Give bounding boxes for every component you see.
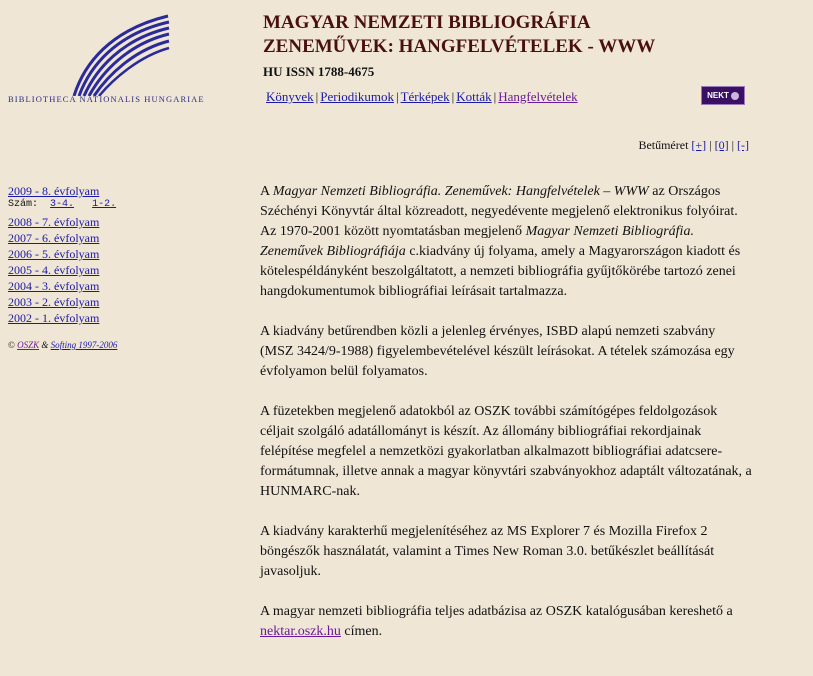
copyright-symbol: ©	[8, 340, 15, 350]
nektar-button[interactable]	[701, 86, 745, 105]
issn: HU ISSN 1788-4675	[263, 64, 375, 79]
nav-link-terkepek[interactable]: Térképek	[400, 89, 450, 104]
nav-separator: |	[451, 89, 455, 104]
main-content	[260, 182, 752, 642]
text: A	[260, 184, 273, 199]
logo-text: BIBLIOTHECA NATIONALIS HUNGARIAE	[8, 94, 205, 104]
sidebar-year-2006[interactable]: 2006 - 5. évfolyam	[8, 247, 100, 261]
issue-label: Szám:	[8, 199, 39, 210]
nav-link-kottak[interactable]: Kották	[456, 89, 492, 104]
paragraph-3: A füzetekben megjelenő adatokból az OSZK további számítógépes feldolgozások céljait szolgáló adatállományt is készít. Az állomány bibliográfiai rekordjainak felépítése megfelel a nemzetközi gyakorlatban alkalmazott bibliográfiai adatcsere-formátumnak, illetve annak a magyar könyvtári szabványokhoz adaptált változatának, a HUNMARC-nak.	[260, 404, 752, 499]
top-nav	[266, 89, 578, 105]
nektar-link[interactable]: nektar.oszk.hu	[260, 624, 341, 639]
sidebar-year-2004[interactable]: 2004 - 3. évfolyam	[8, 279, 100, 293]
paragraph-5	[260, 602, 752, 642]
font-size-separator: |	[731, 138, 734, 152]
issue-link-1-2[interactable]: 1-2.	[92, 199, 117, 210]
logo	[8, 14, 208, 106]
paragraph-2: A kiadvány betűrendben közli a jelenleg érvényes, ISBD alapú nemzeti szabvány (MSZ 3424/9-1988) figyelembevételével készült leírásokat. A tételek számozása egy évfolyamon belül folyamatos.	[260, 324, 735, 379]
sidebar-year-2007[interactable]: 2007 - 6. évfolyam	[8, 231, 100, 245]
nektar-logo-icon	[731, 92, 739, 100]
print-title: Magyar Nemzeti Bibliográfia. Zeneművek Bibliográfiája	[260, 224, 694, 259]
nav-link-hangfelvetelek[interactable]: Hangfelvételek	[498, 89, 578, 104]
sidebar-year-2002[interactable]: 2002 - 1. évfolyam	[8, 311, 100, 325]
text: az Országos Széchényi Könyvtár által közreadott, negyedévente megjelenő elektronikus folyóirat. Az 1970-2001 között nyomtatásban megjelenő	[260, 184, 738, 239]
nav-separator: |	[315, 89, 319, 104]
font-size-separator: |	[709, 138, 712, 152]
sidebar-year-2003[interactable]: 2003 - 2. évfolyam	[8, 295, 100, 309]
font-size-label: Betűméret	[638, 138, 689, 152]
text: címen.	[340, 624, 383, 639]
sidebar-year-2005[interactable]: 2005 - 4. évfolyam	[8, 263, 100, 277]
issue-list	[8, 199, 208, 211]
oszk-link[interactable]: OSZK	[17, 340, 40, 350]
page-subtitle: ZENEMŰVEK: HANGFELVÉTELEK - WWW	[263, 36, 656, 57]
page-title: MAGYAR NEMZETI BIBLIOGRÁFIA	[263, 12, 591, 33]
font-size-reset-link[interactable]: [0]	[714, 138, 729, 152]
logo-swoosh-icon	[70, 14, 170, 96]
intro-paragraph	[260, 182, 752, 302]
nektar-button-label: NEKT	[707, 91, 729, 100]
journal-title: Magyar Nemzeti Bibliográfia. Zeneművek: Hangfelvételek – WWW	[272, 184, 649, 199]
text: c.kiadvány új folyama, amely a Magyarországon kiadott és kötelespéldányként beszolgáltatott, a nemzeti bibliográfia gyűjtőkörébe tartozó zenei hangdokumentumok bibliográfiai leírásait tartalmazza.	[260, 244, 741, 299]
sidebar	[8, 183, 208, 350]
nav-separator: |	[395, 89, 399, 104]
softing-link[interactable]: Softing 1997-2006	[50, 340, 118, 350]
nav-link-konyvek[interactable]: Könyvek	[266, 89, 314, 104]
sidebar-year-2008[interactable]: 2008 - 7. évfolyam	[8, 215, 100, 229]
text: A magyar nemzeti bibliográfia teljes adatbázisa az OSZK katalógusában kereshető a	[260, 604, 733, 619]
font-size-controls	[638, 138, 749, 153]
sidebar-year-2009[interactable]: 2009 - 8. évfolyam	[8, 184, 100, 198]
issue-link-3-4[interactable]: 3-4.	[50, 199, 75, 210]
font-size-decrease-link[interactable]: [-]	[737, 138, 749, 152]
nav-separator: |	[493, 89, 497, 104]
copyright-amp: &	[41, 340, 49, 350]
paragraph-4: A kiadvány karakterhű megjelenítéséhez az MS Explorer 7 és Mozilla Firefox 2 böngészők használatát, valamint a Times New Roman 3.0. betűkészlet beállítását javasoljuk.	[260, 524, 715, 579]
font-size-increase-link[interactable]: [+]	[691, 138, 707, 152]
nav-link-periodikumok[interactable]: Periodikumok	[320, 89, 394, 104]
copyright	[8, 340, 208, 350]
